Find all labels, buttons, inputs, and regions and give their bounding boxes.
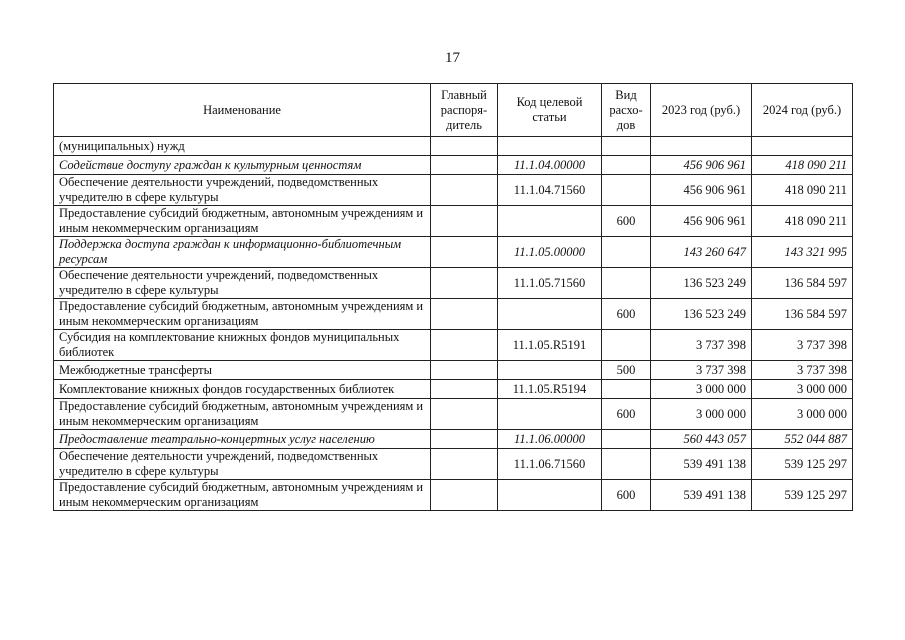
row-amount-2024: 418 090 211: [752, 206, 853, 237]
table-row: [54, 237, 853, 268]
budget-table: [53, 83, 853, 511]
table-row: [54, 299, 853, 330]
row-amount-2023: 3 000 000: [651, 380, 752, 399]
row-manager: [431, 137, 498, 156]
header-2023: 2023 год (руб.): [651, 84, 752, 137]
row-amount-2024: 3 737 398: [752, 361, 853, 380]
row-manager: [431, 206, 498, 237]
row-amount-2023: 456 906 961: [651, 175, 752, 206]
row-name: Обеспечение деятельности учреждений, подведомственных учредителю в сфере культуры: [54, 449, 431, 480]
row-amount-2023: 539 491 138: [651, 480, 752, 511]
row-kind: 600: [602, 206, 651, 237]
row-manager: [431, 299, 498, 330]
row-manager: [431, 361, 498, 380]
table-row: [54, 175, 853, 206]
row-amount-2024: 539 125 297: [752, 480, 853, 511]
table-row: [54, 449, 853, 480]
row-manager: [431, 330, 498, 361]
row-kind: 600: [602, 480, 651, 511]
row-name: Предоставление театрально-концертных услуг населению: [54, 430, 431, 449]
row-kind: 600: [602, 399, 651, 430]
row-amount-2024: 3 737 398: [752, 330, 853, 361]
row-code: 11.1.05.00000: [498, 237, 602, 268]
row-amount-2024: [752, 137, 853, 156]
row-name: Содействие доступу граждан к культурным ценностям: [54, 156, 431, 175]
header-kind: Вид расхо-дов: [602, 84, 651, 137]
table-row: [54, 330, 853, 361]
row-name: Предоставление субсидий бюджетным, автономным учреждениям и иным некоммерческим организациям: [54, 299, 431, 330]
row-amount-2023: 456 906 961: [651, 156, 752, 175]
row-code: [498, 480, 602, 511]
table-row: [54, 156, 853, 175]
row-name: (муниципальных) нужд: [54, 137, 431, 156]
row-amount-2023: 539 491 138: [651, 449, 752, 480]
row-kind: [602, 175, 651, 206]
row-kind: [602, 137, 651, 156]
row-kind: [602, 449, 651, 480]
row-code: [498, 299, 602, 330]
row-amount-2023: 143 260 647: [651, 237, 752, 268]
row-code: [498, 206, 602, 237]
row-code: [498, 399, 602, 430]
row-amount-2024: 3 000 000: [752, 380, 853, 399]
row-amount-2023: 136 523 249: [651, 268, 752, 299]
row-code: 11.1.05.R5194: [498, 380, 602, 399]
row-code: 11.1.05.R5191: [498, 330, 602, 361]
row-manager: [431, 175, 498, 206]
header-name: Наименование: [54, 84, 431, 137]
row-amount-2023: 3 000 000: [651, 399, 752, 430]
table-row: [54, 137, 853, 156]
row-amount-2024: 143 321 995: [752, 237, 853, 268]
row-name: Предоставление субсидий бюджетным, автономным учреждениям и иным некоммерческим организациям: [54, 480, 431, 511]
header-2024: 2024 год (руб.): [752, 84, 853, 137]
row-kind: 500: [602, 361, 651, 380]
table-row: [54, 430, 853, 449]
row-manager: [431, 430, 498, 449]
row-kind: 600: [602, 299, 651, 330]
header-code: Код целевой статьи: [498, 84, 602, 137]
row-amount-2023: 456 906 961: [651, 206, 752, 237]
row-amount-2023: [651, 137, 752, 156]
table-body: [54, 137, 853, 511]
row-amount-2024: 418 090 211: [752, 156, 853, 175]
row-manager: [431, 399, 498, 430]
row-kind: [602, 237, 651, 268]
row-amount-2024: 136 584 597: [752, 299, 853, 330]
table-row: [54, 361, 853, 380]
row-name: Субсидия на комплектование книжных фондов муниципальных библиотек: [54, 330, 431, 361]
row-amount-2023: 560 443 057: [651, 430, 752, 449]
row-amount-2023: 3 737 398: [651, 361, 752, 380]
row-code: [498, 361, 602, 380]
row-name: Комплектование книжных фондов государственных библиотек: [54, 380, 431, 399]
row-code: 11.1.06.71560: [498, 449, 602, 480]
row-amount-2023: 136 523 249: [651, 299, 752, 330]
table-row: [54, 206, 853, 237]
row-kind: [602, 268, 651, 299]
page-number: 17: [445, 50, 460, 66]
row-code: 11.1.06.00000: [498, 430, 602, 449]
row-code: 11.1.05.71560: [498, 268, 602, 299]
row-amount-2023: 3 737 398: [651, 330, 752, 361]
row-name: Обеспечение деятельности учреждений, подведомственных учредителю в сфере культуры: [54, 268, 431, 299]
row-code: [498, 137, 602, 156]
row-name: Межбюджетные трансферты: [54, 361, 431, 380]
row-kind: [602, 430, 651, 449]
row-name: Поддержка доступа граждан к информационно-библиотечным ресурсам: [54, 237, 431, 268]
row-manager: [431, 156, 498, 175]
row-kind: [602, 330, 651, 361]
row-code: 11.1.04.00000: [498, 156, 602, 175]
row-manager: [431, 449, 498, 480]
table-header-row: [54, 84, 853, 137]
row-manager: [431, 268, 498, 299]
row-amount-2024: 3 000 000: [752, 399, 853, 430]
row-amount-2024: 136 584 597: [752, 268, 853, 299]
row-name: Предоставление субсидий бюджетным, автономным учреждениям и иным некоммерческим организациям: [54, 206, 431, 237]
row-name: Обеспечение деятельности учреждений, подведомственных учредителю в сфере культуры: [54, 175, 431, 206]
table-row: [54, 399, 853, 430]
row-name: Предоставление субсидий бюджетным, автономным учреждениям и иным некоммерческим организациям: [54, 399, 431, 430]
table-row: [54, 380, 853, 399]
row-amount-2024: 552 044 887: [752, 430, 853, 449]
row-kind: [602, 380, 651, 399]
row-manager: [431, 237, 498, 268]
row-amount-2024: 418 090 211: [752, 175, 853, 206]
row-amount-2024: 539 125 297: [752, 449, 853, 480]
row-kind: [602, 156, 651, 175]
table-row: [54, 268, 853, 299]
row-manager: [431, 380, 498, 399]
header-manager: Главный распоря-дитель: [431, 84, 498, 137]
row-manager: [431, 480, 498, 511]
row-code: 11.1.04.71560: [498, 175, 602, 206]
table-row: [54, 480, 853, 511]
